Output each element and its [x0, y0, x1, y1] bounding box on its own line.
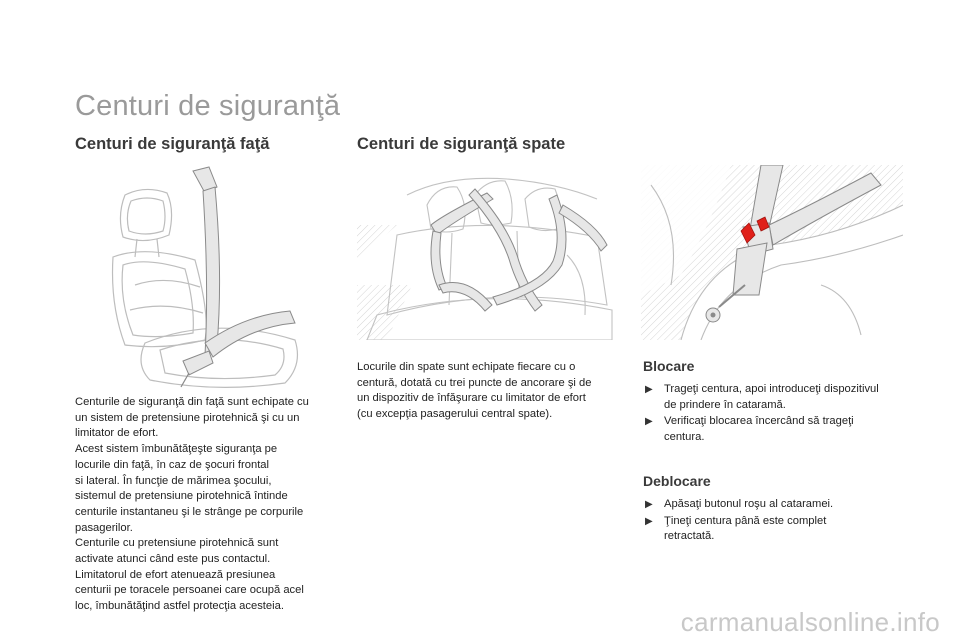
text-line: Locurile din spate sunt echipate fiecare cu o — [357, 361, 576, 373]
front-belts-heading: Centuri de siguranţă faţă — [75, 135, 270, 153]
text-line: un sistem de pretensiune pirotehnică şi cu un — [75, 411, 300, 424]
text-line: loc, îmbunătăţind astfel protecţia acesteia. — [75, 600, 284, 613]
text-line: centurii pe toracele persoanei care ocupă acel — [75, 584, 304, 597]
text-line: Limitatorul de efort atenuează presiunea — [75, 568, 276, 581]
text-line: Apăsaţi butonul roşu al cataramei. — [664, 498, 834, 510]
text-line: si lateral. În funcţie de mărimea şocului, — [75, 474, 272, 487]
text-line: locurile din faţă, în caz de şocuri frontal — [75, 458, 270, 471]
unlocking-heading: Deblocare — [643, 473, 711, 489]
text-line: (cu excepţia pasagerului central spate). — [357, 408, 553, 421]
text-line: pasagerilor. — [75, 521, 133, 534]
text-line: Trageţi centura, apoi introduceţi dispozitivul — [664, 383, 879, 395]
locking-heading: Blocare — [643, 358, 695, 374]
rear-seats-illustration — [357, 165, 620, 340]
triangle-pointer-icon: ▶ — [645, 515, 653, 527]
unlocking-list — [643, 497, 923, 546]
text-line: Centurile cu pretensiune pirotehnică sunt — [75, 537, 279, 550]
page-title: Centuri de siguranţă — [75, 90, 341, 122]
list-item — [643, 514, 923, 545]
triangle-pointer-icon: ▶ — [645, 384, 653, 395]
text-line: activate atunci când este pus contactul. — [75, 553, 271, 566]
watermark: carmanualsonline.info — [680, 607, 940, 637]
text-line: Centurile de siguranţă din faţă sunt echipate cu — [75, 396, 309, 408]
text-line: Verificaţi blocarea încercând să trageţi — [664, 415, 854, 428]
text-line: centură, dotată cu trei puncte de ancorare şi de — [357, 376, 592, 389]
triangle-pointer-icon: ▶ — [645, 416, 653, 428]
list-item — [643, 497, 923, 513]
list-item — [643, 414, 923, 445]
text-line: centura. — [664, 431, 705, 444]
text-line: limitator de efort. — [75, 427, 159, 440]
text-line: Acest sistem îmbunătăţeşte siguranţa pe — [75, 443, 278, 456]
text-line: retractată. — [664, 530, 715, 543]
buckle-illustration — [641, 165, 903, 340]
triangle-pointer-icon: ▶ — [645, 499, 653, 510]
text-line: de prindere în cataramă. — [664, 398, 786, 411]
front-belts-text — [75, 395, 340, 615]
list-item — [643, 382, 923, 413]
rear-belts-heading: Centuri de siguranţă spate — [357, 135, 566, 153]
locking-list — [643, 382, 923, 447]
rear-belts-text — [357, 360, 627, 423]
front-seat-illustration — [105, 165, 310, 395]
text-line: Ţineţi centura până este complet — [664, 514, 827, 527]
text-line: sistemul de pretensiune pirotehnică întinde — [75, 490, 288, 503]
text-line: centurile instantaneu şi le strânge pe corpurile — [75, 505, 304, 518]
text-line: un dispozitiv de înfăşurare cu limitator de efort — [357, 392, 586, 405]
